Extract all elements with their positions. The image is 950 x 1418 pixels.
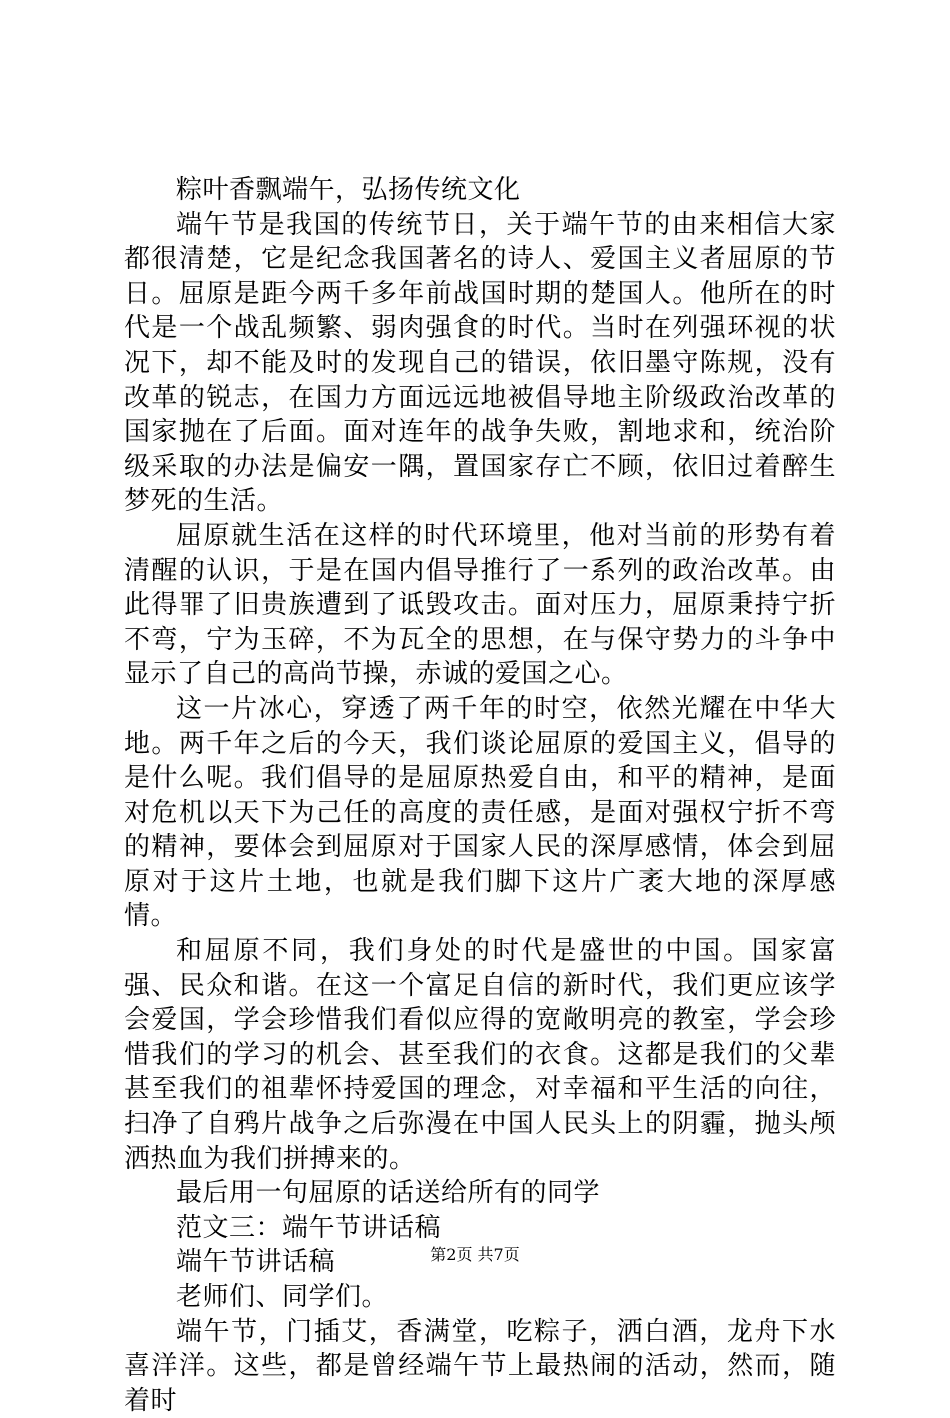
document-body [124,173,836,1418]
paragraph: 最后用一句屈原的话送给所有的同学 [176,1178,601,1209]
paragraph: 和屈原不同，我们身处的时代是盛世的中国。国家富强、民众和谐。在这一个富足自信的新时代，我们更应该学会爱国，学会珍惜我们看似应得的宽敞明亮的教室，学会珍惜我们的学习的机会、甚至我们的衣食。这都是我们的父辈甚至我们的祖辈怀持爱国的理念，对幸福和平生活的向往，扫净了自鸦片战争之后弥漫在中国人民头上的阴霾，抛头颅洒热血为我们拼搏来的。 [124,936,836,1174]
section-subheading: 端午节讲话稿 [176,1247,336,1278]
paragraph: 端午节，门插艾，香满堂，吃粽子，洒白酒，龙舟下水喜洋洋。这些，都是曾经端午节上最热闹的活动，然而，随着时 [124,1316,836,1416]
paragraph: 端午节是我国的传统节日，关于端午节的由来相信大家都很清楚，它是纪念我国著名的诗人、爱国主义者屈原的节日。屈原是距今两千多年前战国时期的楚国人。他所在的时代是一个战乱频繁、弱肉强食的时代。当时在列强环视的状况下，却不能及时的发现自己的错误，依旧墨守陈规，没有改革的锐志，在国力方面远远地被倡导地主阶级政治改革的国家抛在了后面。面对连年的战争失败，割地求和，统治阶级采取的办法是偏安一隅，置国家存亡不顾，依旧过着醉生梦死的生活。 [124,209,836,517]
paragraph-title: 粽叶香飘端午，弘扬传统文化 [176,175,521,205]
salutation: 老师们、同学们。 [176,1282,389,1312]
paragraph: 屈原就生活在这样的时代环境里，他对当前的形势有着清醒的认识，于是在国内倡导推行了一系列的政治改革。由此得罪了旧贵族遭到了诋毁攻击。面对压力，屈原秉持宁折不弯，宁为玉碎，不为瓦全的思想，在与保守势力的斗争中显示了自己的高尚节操，赤诚的爱国之心。 [124,520,836,690]
section-heading: 范文三：端午节讲话稿 [176,1212,442,1243]
page-number-footer: 第2页 共7页 [430,1245,520,1264]
paragraph: 这一片冰心，穿透了两千年的时空，依然光耀在中华大地。两千年之后的今天，我们谈论屈原的爱国主义，倡导的是什么呢。我们倡导的是屈原热爱自由，和平的精神，是面对危机以天下为己任的高度的责任感，是面对强权宁折不弯的精神，要体会到屈原对于国家人民的深厚感情，体会到屈原对于这片土地，也就是我们脚下这片广袤大地的深厚感情。 [124,693,836,932]
